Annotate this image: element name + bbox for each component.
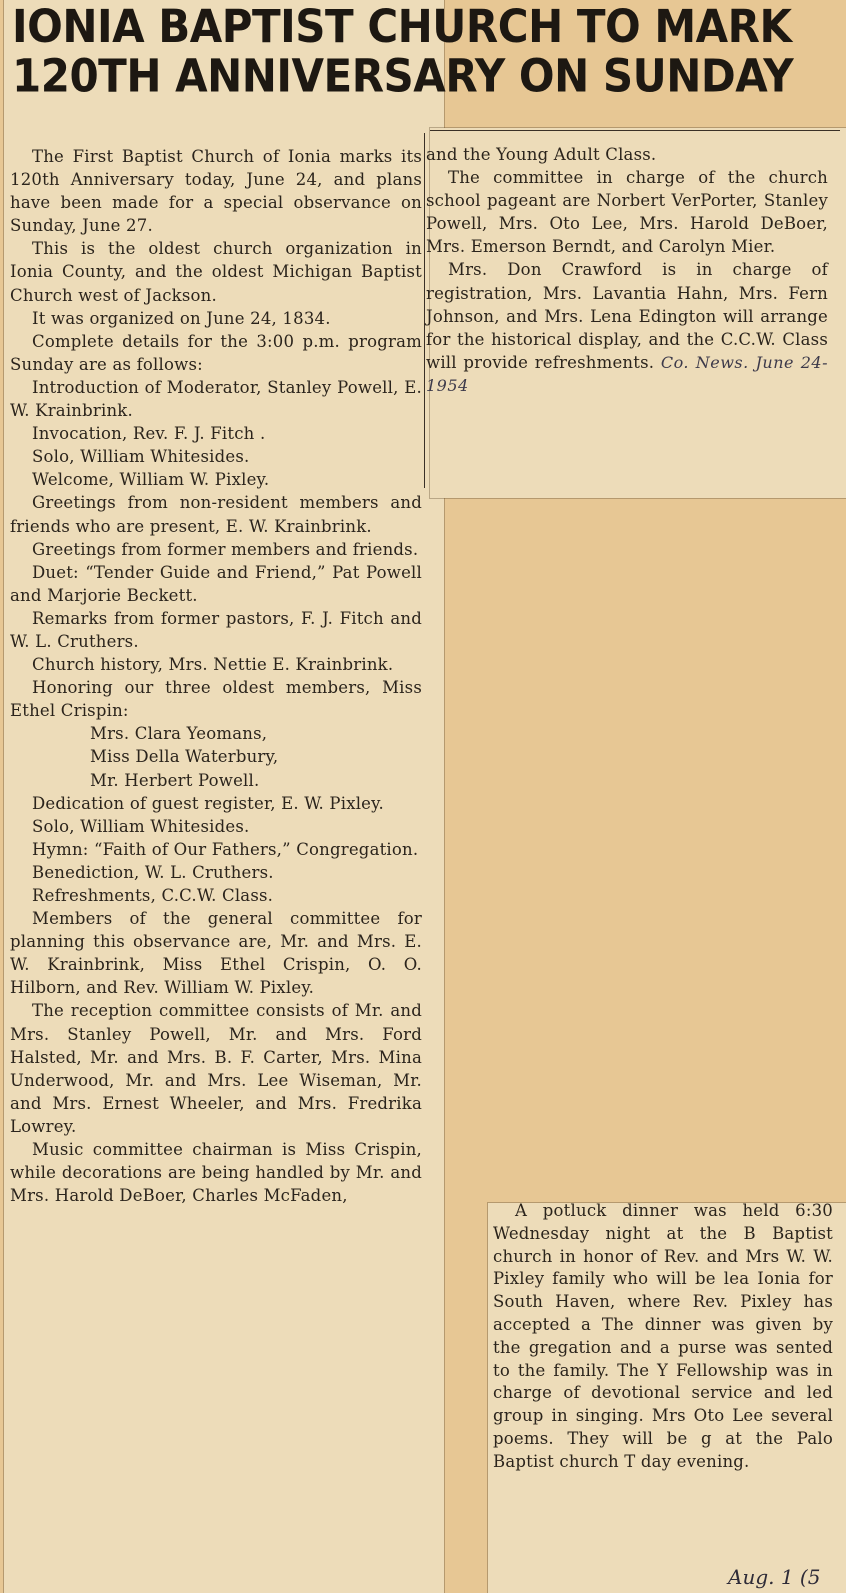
- program-item: Hymn: “Faith of Our Fathers,” Congregation.: [32, 839, 419, 859]
- paragraph: It was organized on June 24, 1834.: [32, 308, 331, 328]
- paragraph: The reception committee consists of Mr. and Mrs. Stanley Powell, Mr. and Mrs. Ford Halsted, Mr. and Mrs. B. F. Carter, Mrs. Mina Underwood, Mr. and Mrs. Lee Wiseman, Mr. and Mrs. Ernest Wheeler, and Mrs. Fredrika Lowrey.: [10, 1001, 422, 1136]
- column-divider: [424, 133, 425, 488]
- program-item: Dedication of guest register, E. W. Pixley.: [32, 793, 384, 813]
- paragraph: This is the oldest church organization in Ionia County, and the oldest Michigan Baptist Church west of Jackson.: [10, 239, 422, 305]
- article-headline: [12, 0, 794, 103]
- program-item: Solo, William Whitesides.: [32, 816, 250, 836]
- program-item: Church history, Mrs. Nettie E. Krainbrink.: [32, 655, 394, 675]
- paragraph: The First Baptist Church of Ionia marks its 120th Anniversary today, June 24, and plans have been made for a special observance on Sunday, June 27.: [10, 147, 422, 236]
- paragraph: Music committee chairman is Miss Crispin, while decorations are being handled by Mr. and Mrs. Harold DeBoer, Charles McFaden,: [10, 1140, 422, 1206]
- paragraph: A potluck dinner was held 6:30 Wednesday night at the B Baptist church in honor of Rev. and Mrs W. W. Pixley family who will be lea Ionia for South Haven, where Rev. Pixley has accepted a The dinner was given by the gregation and a purse was sented to the family. The Y Fellowship was in charge of devotional service and led group in singing. Mrs Oto Lee several poems. They will be g at the Palo Baptist church T day evening.: [493, 1201, 833, 1471]
- honoree: Miss Della Waterbury,: [90, 747, 279, 767]
- program-item: Benediction, W. L. Cruthers.: [32, 862, 274, 882]
- handwritten-date: Aug. 1 (5: [728, 1565, 821, 1589]
- program-item: Greetings from non-resident members and friends who are present, E. W. Krainbrink.: [10, 493, 422, 536]
- paragraph: The committee in charge of the church school pageant are Norbert VerPorter, Stanley Powell, Mrs. Oto Lee, Mrs. Harold DeBoer, Mrs. Emerson Berndt, and Carolyn Mier.: [426, 168, 828, 257]
- paragraph: [426, 258, 828, 397]
- honoree: Mr. Herbert Powell.: [90, 770, 260, 790]
- paragraph: Members of the general committee for planning this observance are, Mr. and Mrs. E. W. Krainbrink, Miss Ethel Crispin, O. O. Hilborn, and Rev. William W. Pixley.: [10, 909, 422, 998]
- headline-line-2: 120TH ANNIVERSARY ON SUNDAY: [12, 49, 794, 103]
- program-item: Introduction of Moderator, Stanley Powell, E. W. Krainbrink.: [10, 377, 422, 421]
- article-left-column: [10, 145, 422, 1207]
- column-rule: [430, 130, 840, 131]
- program-item: Invocation, Rev. F. J. Fitch .: [32, 424, 266, 444]
- program-item: Greetings from former members and friends.: [32, 539, 419, 559]
- handwritten-source-note: Co. News. June 24-1954: [426, 352, 829, 395]
- potluck-article: [493, 1200, 833, 1474]
- program-item: Duet: “Tender Guide and Friend,” Pat Powell and Marjorie Beckett.: [10, 562, 422, 605]
- program-item: Welcome, William W. Pixley.: [32, 470, 270, 490]
- program-item: Solo, William Whitesides.: [32, 447, 250, 467]
- headline-line-1: IONIA BAPTIST CHURCH TO MARK: [12, 0, 792, 53]
- article-right-column: [426, 143, 828, 397]
- program-item: Remarks from former pastors, F. J. Fitch and W. L. Cruthers.: [10, 608, 422, 651]
- paragraph: and the Young Adult Class.: [426, 145, 657, 164]
- program-item: Honoring our three oldest members, Miss Ethel Crispin:: [10, 678, 422, 721]
- honoree: Mrs. Clara Yeomans,: [90, 724, 268, 744]
- program-item: Refreshments, C.C.W. Class.: [32, 886, 274, 905]
- paragraph-text: Mrs. Don Crawford is in charge of registration, Mrs. Lavantia Hahn, Mrs. Fern Johnson, and Mrs. Lena Edington will arrange for the historical display, and the C.C.W. Class will provide refreshments.: [426, 260, 828, 372]
- paragraph: Complete details for the 3:00 p.m. program Sunday are as follows:: [10, 331, 422, 374]
